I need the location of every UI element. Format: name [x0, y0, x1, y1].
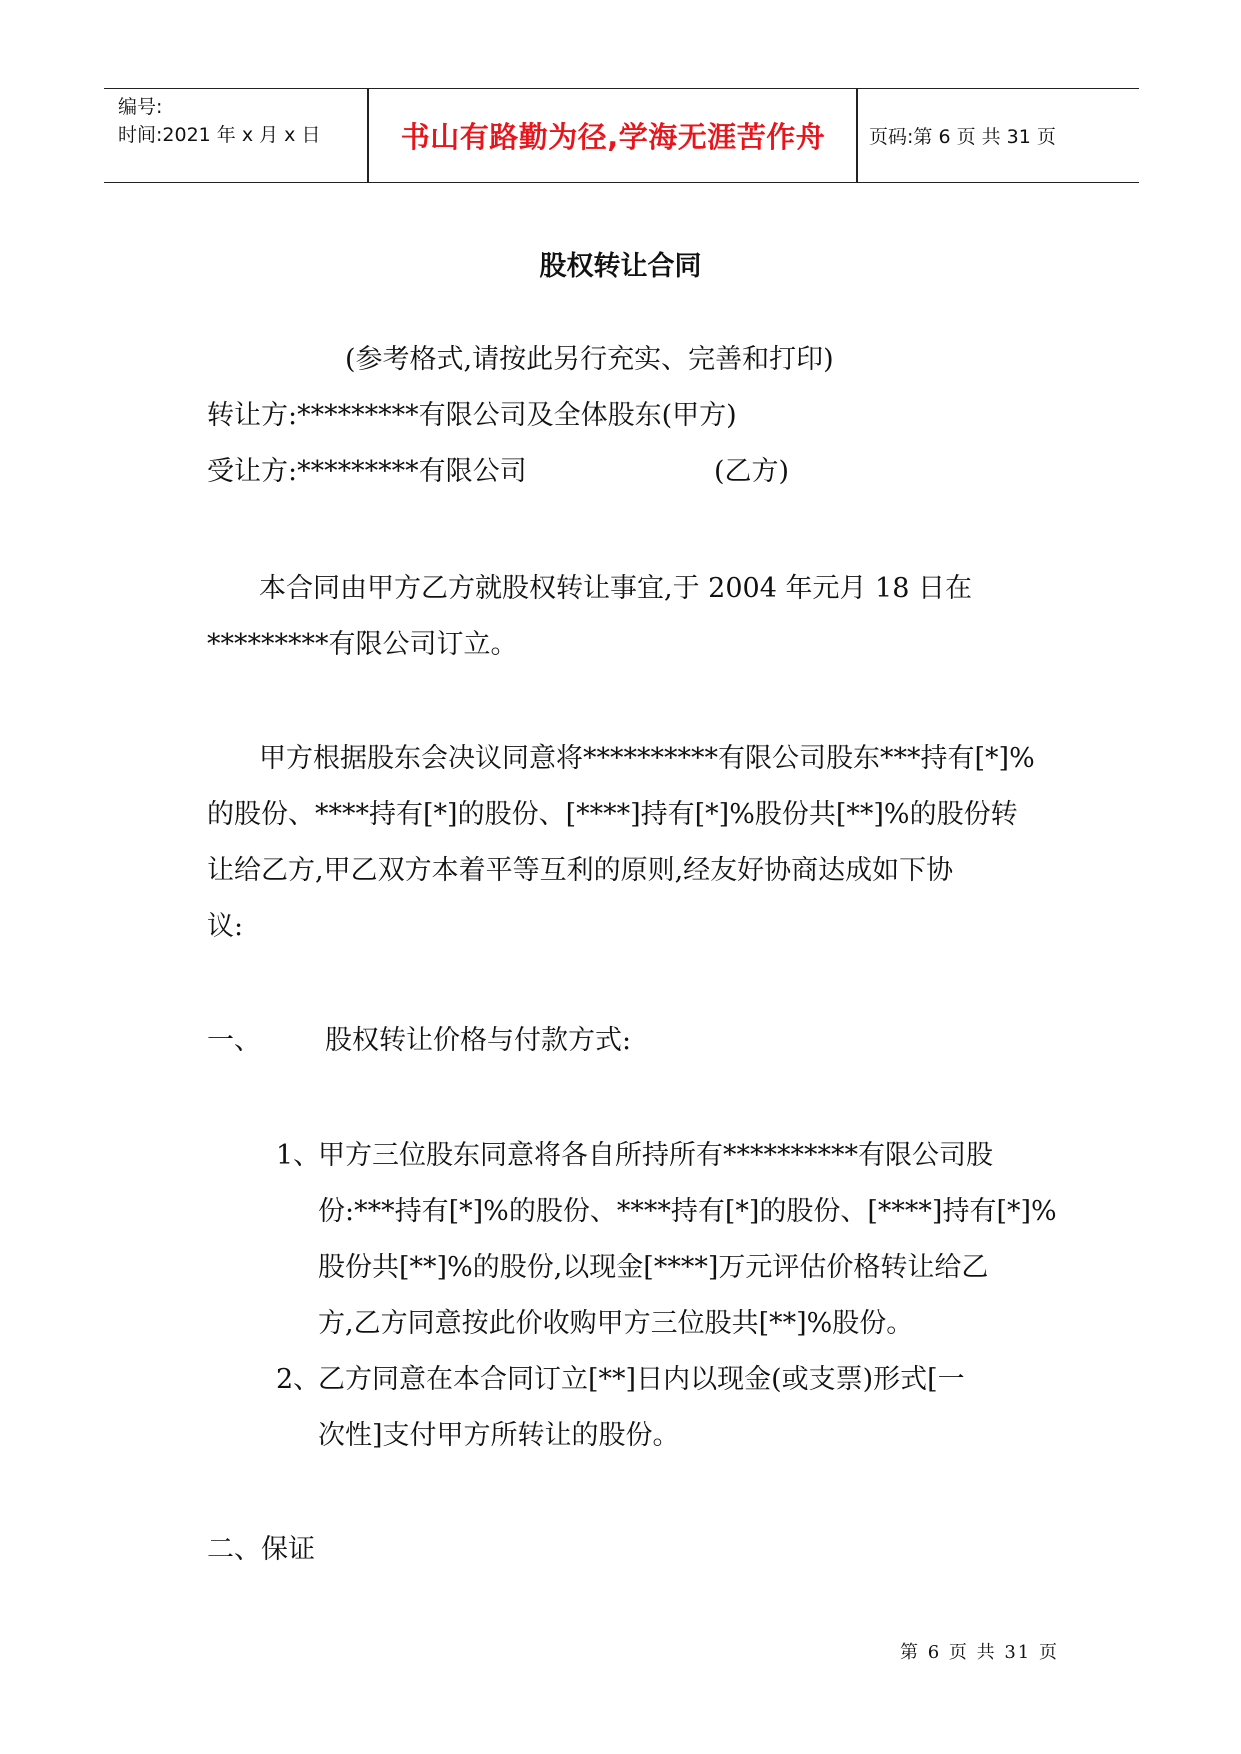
paragraph-line: 的股份、****持有[*]的股份、[****]持有[*]%股份共[**]%的股份转 [207, 799, 1018, 830]
paragraph-line: 甲方根据股东会决议同意将**********有限公司股东***持有[*]% [259, 743, 1035, 774]
paragraph-line: 让给乙方,甲乙双方本着平等互利的原则,经友好协商达成如下协 [207, 855, 954, 886]
page-footer: 第 6 页 共 31 页 [900, 1642, 1059, 1663]
transferee-line: 受让方:*********有限公司 [207, 456, 527, 487]
header-divider [856, 89, 858, 182]
document-title: 股权转让合同 [539, 251, 702, 282]
intro-line: 本合同由甲方乙方就股权转让事宜,于 2004 年元月 18 日在 [259, 573, 972, 604]
transferor-line: 转让方:*********有限公司及全体股东(甲方) [207, 400, 737, 431]
item-line: 方,乙方同意按此价收购甲方三位股共[**]%股份。 [318, 1308, 914, 1339]
item-line: 乙方同意在本合同订立[**]日内以现金(或支票)形式[一 [318, 1364, 965, 1395]
section-number: 一、 [207, 1025, 261, 1056]
document-subtitle: (参考格式,请按此另行充实、完善和打印) [345, 344, 834, 375]
document-number-label: 编号: [118, 96, 163, 118]
header-page-code: 页码:第 6 页 共 31 页 [869, 126, 1056, 148]
item-line: 份:***持有[*]%的股份、****持有[*]的股份、[****]持有[*]% [318, 1196, 1057, 1227]
document-date: 时间:2021 年 x 月 x 日 [118, 124, 321, 146]
transferee-tag: (乙方) [714, 456, 790, 487]
header-motto: 书山有路勤为径,学海无涯苦作舟 [400, 120, 826, 154]
paragraph-line: 议: [207, 911, 244, 942]
intro-line: *********有限公司订立。 [207, 629, 518, 660]
item-number: 1、 [276, 1140, 321, 1171]
header-meta [118, 93, 363, 149]
item-line: 股份共[**]%的股份,以现金[****]万元评估价格转让给乙 [318, 1252, 989, 1283]
page-header [104, 88, 1139, 183]
item-number: 2、 [276, 1364, 321, 1395]
item-line: 甲方三位股东同意将各自所持所有**********有限公司股 [318, 1140, 993, 1171]
section-heading: 二、保证 [207, 1534, 315, 1565]
header-divider [367, 89, 369, 182]
item-line: 次性]支付甲方所转让的股份。 [318, 1420, 680, 1451]
section-heading: 股权转让价格与付款方式: [325, 1025, 632, 1056]
